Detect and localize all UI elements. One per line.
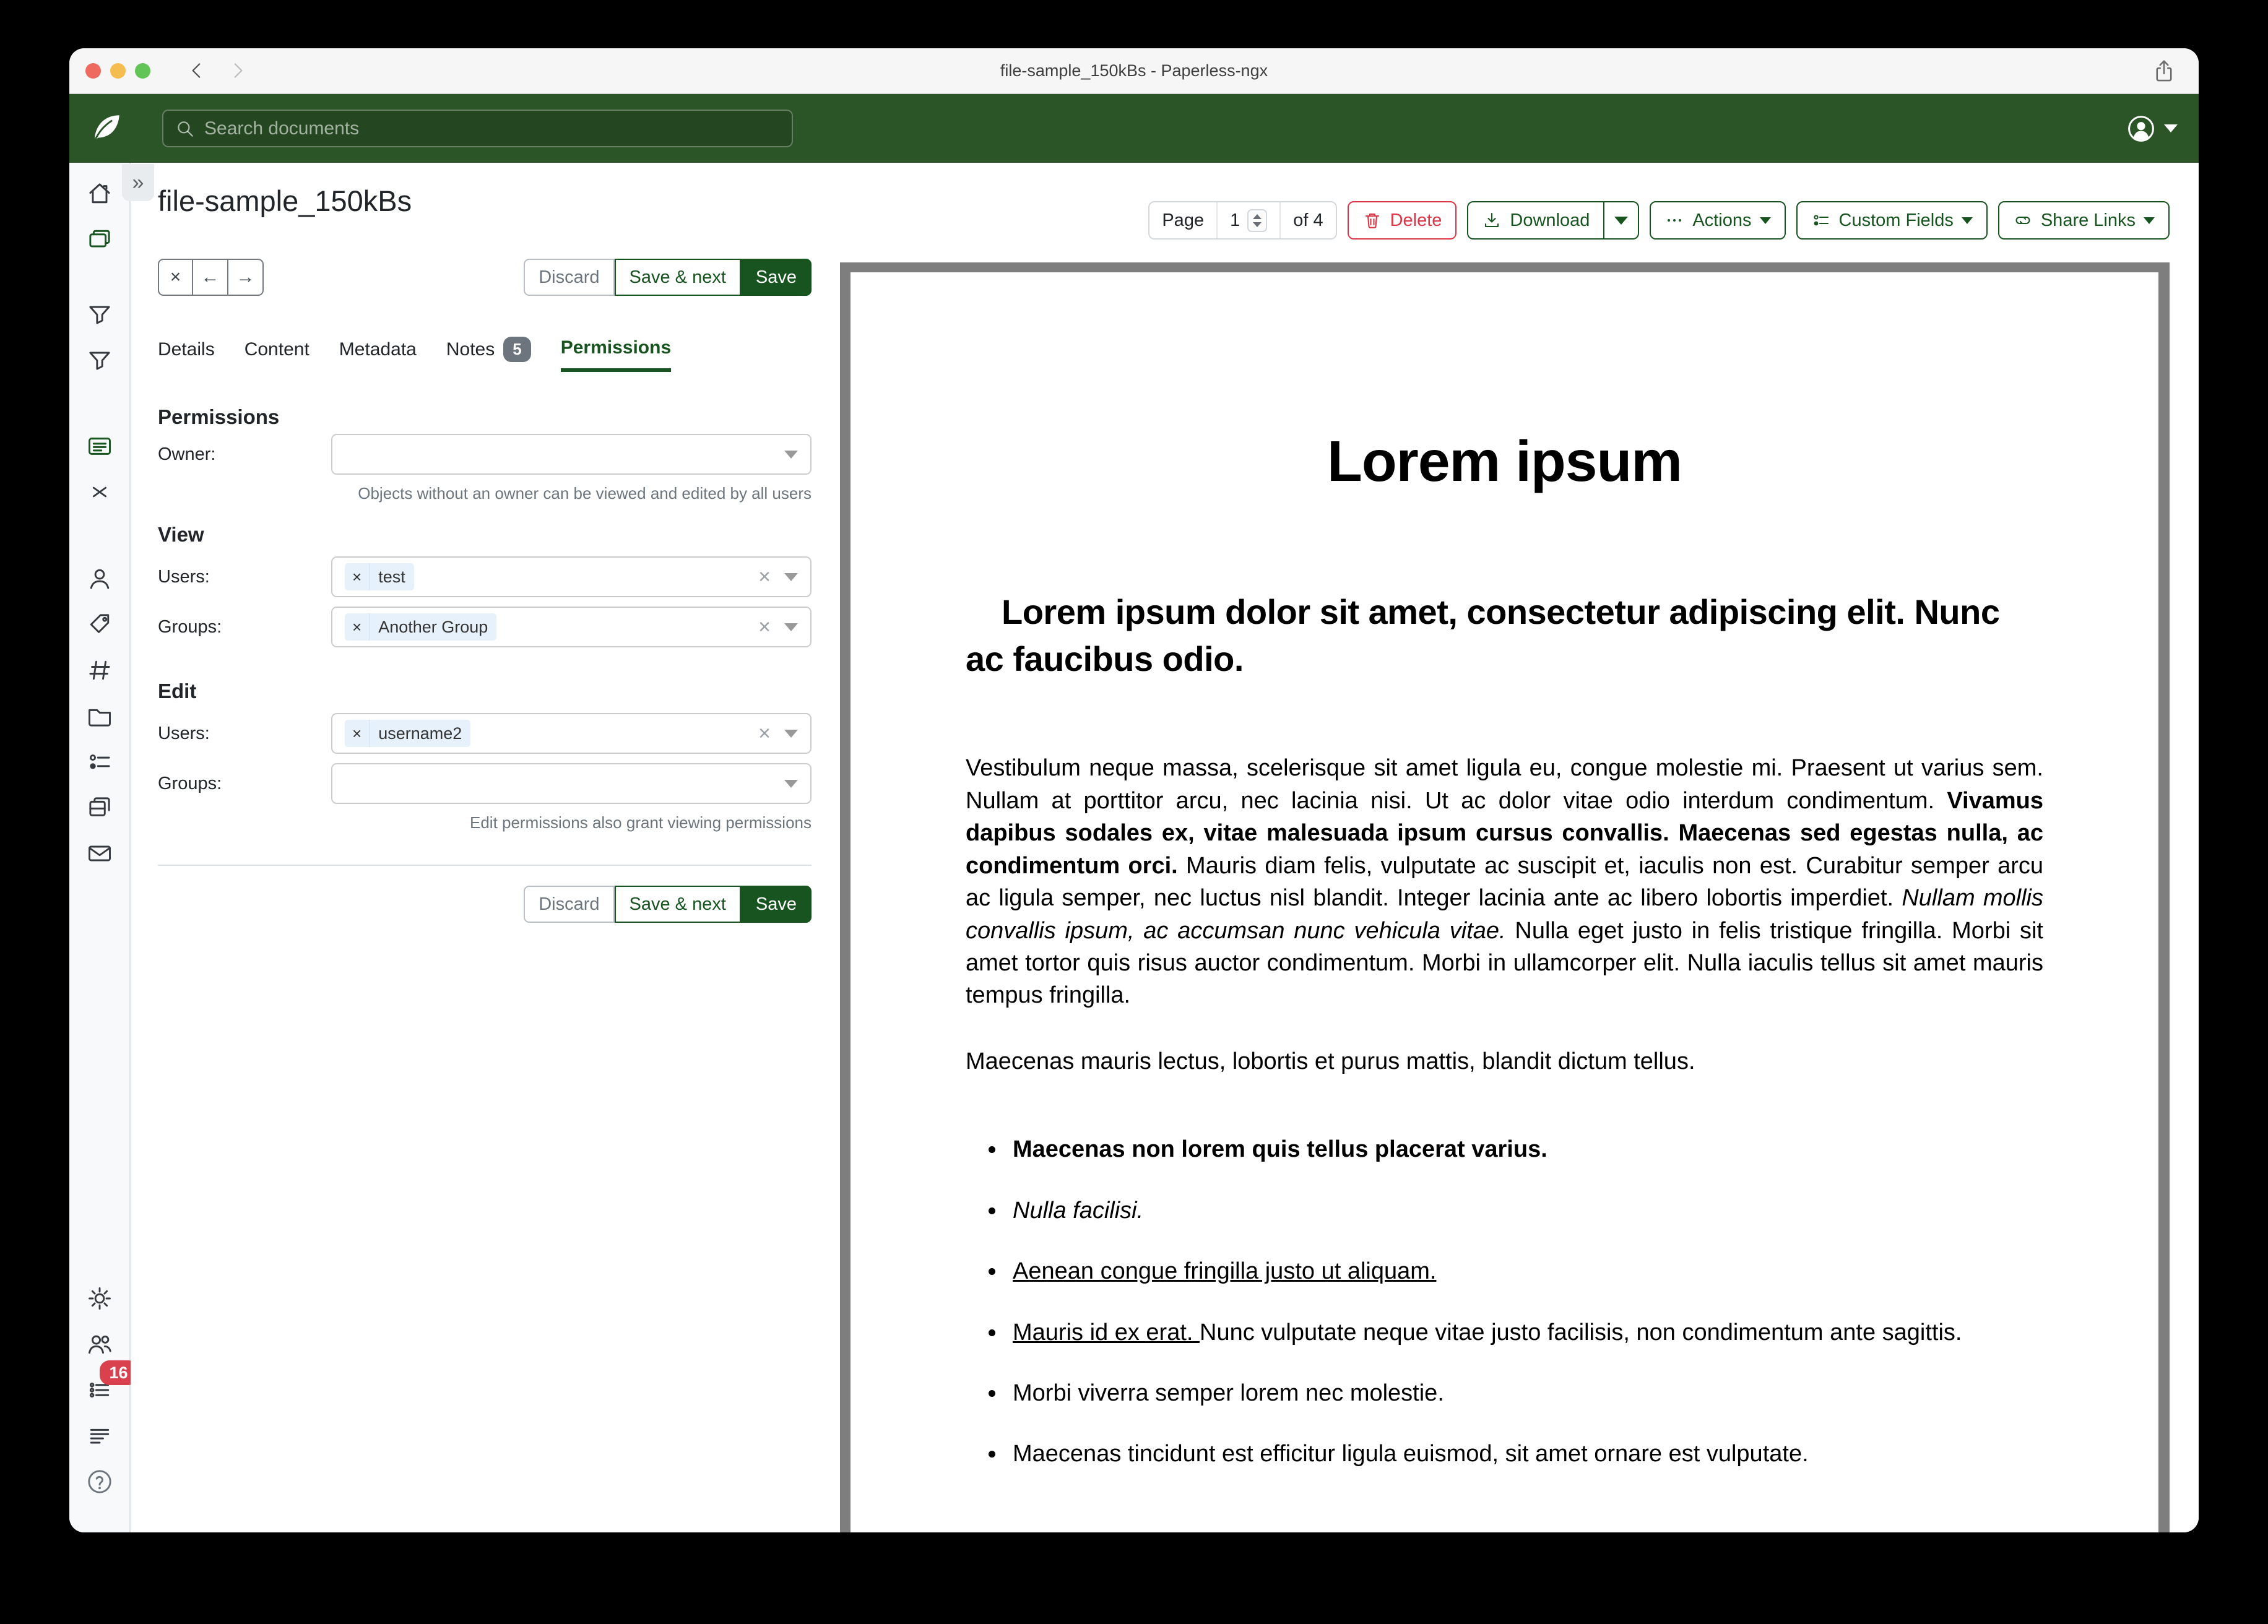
titlebar [69, 48, 2199, 94]
edit-user-tag: × username2 [345, 720, 470, 747]
list-item: • Maecenas tincidunt est efficitur ligula euismod, sit amet ornare est vulputate. [1006, 1438, 2043, 1470]
save-button[interactable]: Save [741, 886, 812, 923]
app-header [69, 94, 2199, 163]
search-input[interactable] [204, 118, 781, 139]
discard-button[interactable]: Discard [524, 259, 614, 296]
page-label: Page [1162, 210, 1205, 230]
discard-button[interactable]: Discard [524, 886, 614, 923]
chevron-down-icon [784, 451, 798, 459]
view-users-label: Users: [158, 566, 210, 587]
tab-permissions[interactable]: Permissions [561, 337, 671, 372]
doc-paragraph-2: Maecenas mauris lectus, lobortis et purus mattis, blandit dictum tellus. [966, 1048, 1695, 1074]
window-title: file-sample_150kBs - Paperless-ngx [1000, 61, 1268, 80]
sidebar-item-close-document[interactable] [86, 478, 113, 506]
sidebar-item-saved-view-2[interactable] [86, 346, 113, 373]
tab-content[interactable]: Content [244, 339, 309, 360]
doc-heading-2: Lorem ipsum dolor sit amet, consectetur adipiscing elit. Nunc ac faucibus odio. [966, 592, 2000, 679]
owner-label: Owner: [158, 444, 216, 464]
view-group-tag: × Another Group [345, 613, 496, 641]
page-total: of 4 [1279, 202, 1335, 238]
chevron-down-icon [784, 573, 798, 581]
permissions-heading: Permissions [158, 405, 280, 428]
save-and-next-button[interactable]: Save & next [615, 886, 741, 923]
owner-select[interactable] [331, 434, 812, 475]
sidebar-expand-button[interactable]: » [122, 164, 154, 201]
close-document-button[interactable]: × [158, 259, 193, 296]
sidebar [69, 163, 131, 1532]
chevron-down-icon [784, 730, 798, 738]
sidebar-item-storage-paths[interactable] [86, 657, 113, 684]
chevron-down-icon [1760, 217, 1771, 224]
download-split-button [1467, 201, 1639, 240]
sidebar-item-correspondents[interactable] [86, 565, 113, 592]
share-icon[interactable] [2152, 59, 2176, 84]
sidebar-item-document-types[interactable] [86, 702, 113, 730]
sidebar-item-logs[interactable] [86, 1422, 113, 1449]
sidebar-item-workflows[interactable] [86, 794, 113, 821]
sidebar-item-custom-fields[interactable] [86, 748, 113, 775]
sidebar-item-documentation[interactable] [86, 1468, 113, 1495]
sidebar-item-open-document[interactable] [86, 433, 113, 460]
sidebar-item-tags[interactable] [86, 611, 113, 638]
page-number-input[interactable]: 1 [1230, 210, 1240, 230]
previous-document-button[interactable]: ← [193, 259, 228, 296]
notes-count-badge: 5 [503, 337, 530, 362]
content-area [131, 163, 2199, 1532]
user-menu[interactable] [2127, 94, 2178, 163]
sidebar-item-tasks[interactable] [86, 1363, 128, 1404]
clear-select-icon[interactable]: × [758, 564, 771, 589]
chevron-down-icon [784, 780, 798, 788]
edit-groups-label: Groups: [158, 773, 222, 793]
download-button[interactable]: Download [1467, 201, 1604, 240]
search-icon [175, 118, 196, 139]
sidebar-item-settings[interactable] [86, 1285, 113, 1312]
remove-tag-icon[interactable]: × [345, 613, 370, 641]
tab-notes[interactable]: Notes 5 [446, 337, 531, 372]
tab-details[interactable]: Details [158, 339, 215, 360]
edit-users-label: Users: [158, 723, 210, 743]
page-stepper[interactable] [1247, 209, 1267, 232]
document-title: file-sample_150kBs [158, 184, 412, 217]
save-actions-bottom [524, 886, 812, 923]
sidebar-item-dashboard[interactable] [86, 180, 113, 207]
view-users-select[interactable] [331, 556, 812, 597]
document-preview[interactable] [840, 262, 2170, 1532]
save-actions [524, 259, 812, 296]
app-window [69, 48, 2199, 1532]
clear-select-icon[interactable]: × [758, 721, 771, 745]
custom-fields-button[interactable]: Custom Fields [1796, 201, 1988, 240]
list-item: • Mauris id ex erat. Nunc vulputate neque vitae justo facilisis, non condimentum ante sagittis. [1006, 1316, 2043, 1349]
ellipsis-icon [1664, 210, 1684, 230]
document-toolbar [1148, 201, 2170, 240]
doc-bullet-list [1006, 1133, 2043, 1471]
chevron-down-icon [1962, 217, 1973, 224]
view-groups-label: Groups: [158, 616, 222, 637]
edit-heading: Edit [158, 680, 197, 702]
page-navigation [1148, 201, 1336, 240]
edit-users-select[interactable] [331, 713, 812, 754]
download-options-button[interactable] [1604, 201, 1639, 240]
view-heading: View [158, 523, 204, 546]
paperless-logo-icon [88, 111, 124, 147]
doc-heading-1: Lorem ipsum [1327, 429, 1682, 493]
edit-help-text: Edit permissions also grant viewing permissions [469, 813, 812, 832]
remove-tag-icon[interactable]: × [345, 720, 370, 747]
trash-icon [1362, 210, 1382, 230]
sidebar-item-documents[interactable] [86, 226, 113, 253]
owner-help-text: Objects without an owner can be viewed and edited by all users [358, 484, 812, 503]
delete-button[interactable]: Delete [1348, 201, 1457, 240]
list-item: • Aenean congue fringilla justo ut aliquam. [1006, 1255, 2043, 1287]
list-item: • Morbi viverra semper lorem nec molestie. [1006, 1377, 2043, 1409]
doc-paragraph-1: Vestibulum neque massa, scelerisque sit amet ligula eu, congue molestie mi. Praesent ut varius sem. Nullam at porttitor arcu, nec lacinia nisi. Ut ac dolor vitae odio interdum condimentum. Vivamus dapibus sodales ex, vitae malesuada ipsum cursus convallis. Maecenas sed egestas nulla, ac condimentum orci. Mauris diam felis, vulputate ac suscipit et, iaculis non est. Curabitur semper arcu ac ligula semper, nec luctus nisl blandit. Integer lacinia ante ac libero lobortis imperdiet. Nullam mollis convallis ipsum, ac accumsan nunc vehicula vitae. Nulla eget justo in felis tristique fringilla. Morbi sit amet tortor quis risus auctor condimentum. Morbi in ullamcorper elit. Nulla iaculis tellus sit amet mauris tempus fringilla. [966, 755, 2044, 1009]
view-user-tag: × test [345, 563, 414, 590]
list-item: • Maecenas non lorem quis tellus placerat varius. [1006, 1133, 2043, 1165]
pdf-page [850, 272, 2158, 1532]
document-detail-pane [158, 259, 812, 923]
tasks-count-badge: 16 [100, 1360, 138, 1385]
tab-metadata[interactable]: Metadata [339, 339, 417, 360]
chevron-down-icon [2164, 124, 2178, 132]
remove-tag-icon[interactable]: × [345, 563, 370, 590]
download-icon [1482, 210, 1502, 230]
chevron-down-icon [1614, 217, 1628, 225]
user-avatar-icon [2127, 114, 2155, 143]
link-icon [2013, 210, 2033, 230]
detail-tabs [158, 337, 812, 372]
list-item: • Nulla facilisi. [1006, 1194, 2043, 1227]
edit-groups-select[interactable] [331, 763, 812, 804]
chevron-down-icon [2144, 217, 2155, 224]
search-bar [162, 110, 793, 147]
sidebar-item-saved-view-1[interactable] [86, 300, 113, 327]
save-and-next-button[interactable]: Save & next [615, 259, 741, 296]
document-nav-buttons [158, 259, 264, 296]
sidebar-item-users-groups[interactable] [86, 1331, 113, 1358]
actions-button[interactable]: Actions [1650, 201, 1785, 240]
save-button[interactable]: Save [741, 259, 812, 296]
sidebar-item-mail[interactable] [86, 840, 113, 867]
next-document-button[interactable]: → [228, 259, 264, 296]
form-divider [158, 865, 812, 866]
custom-fields-icon [1811, 210, 1831, 230]
clear-select-icon[interactable]: × [758, 615, 771, 639]
view-groups-select[interactable] [331, 607, 812, 647]
share-links-button[interactable]: Share Links [1998, 201, 2170, 240]
chevron-down-icon [784, 623, 798, 631]
